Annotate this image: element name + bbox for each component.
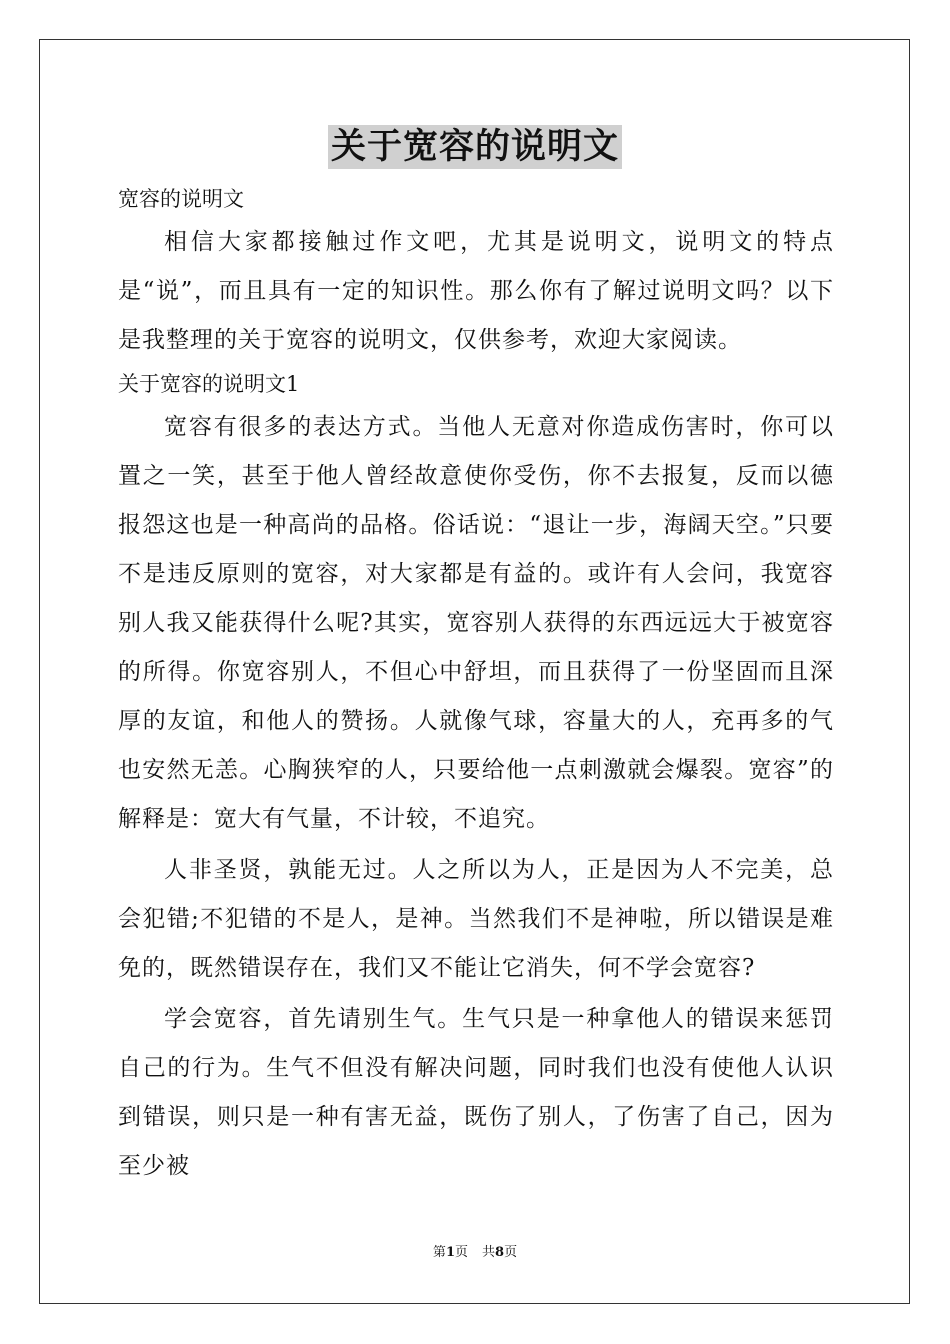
total-unit: 页 — [504, 1245, 518, 1260]
document-body — [118, 180, 834, 1191]
body-paragraph: 人非圣贤，孰能无过。人之所以为人，正是因为人不完美，总会犯错;不犯错的不是人，是神。当然我们不是神啦，所以错误是难免的，既然错误存在，我们又不能让它消失，何不学会宽容? — [118, 857, 834, 981]
body-paragraph: 学会宽容，首先请别生气。生气只是一种拿他人的错误来惩罚自己的行为。生气不但没有解决问题，同时我们也没有使他人认识到错误，则只是一种有害无益，既伤了别人，了伤害了自己，因为至少被 — [118, 1006, 834, 1179]
section-heading: 宽容的说明文 — [118, 187, 244, 211]
page-footer — [0, 1244, 950, 1262]
body-paragraph: 宽容有很多的表达方式。当他人无意对你造成伤害时，你可以置之一笑，甚至于他人曾经故意使你受伤，你不去报复，反而以德报怨这也是一种高尚的品格。俗话说：“退让一步，海阔天空。”只要不是违反原则的宽容，对大家都是有益的。或许有人会问，我宽容别人我又能获得什么呢?其实，宽容别人获得的东西远远大于被宽容的所得。你宽容别人，不但心中舒坦，而且获得了一份坚固而且深厚的友谊，和他人的赞扬。人就像气球，容量大的人，充再多的气也安然无恙。心胸狭窄的人，只要给他一点刺激就会爆裂。宽容”的解释是：宽大有气量，不计较，不追究。 — [118, 414, 834, 832]
total-page-number: 8 — [495, 1245, 505, 1260]
intro-paragraph: 相信大家都接触过作文吧，尤其是说明文，说明文的特点是“说”，而且具有一定的知识性。那么你有了解过说明文吗？以下是我整理的关于宽容的说明文，仅供参考，欢迎大家阅读。 — [118, 229, 834, 353]
current-page-number: 1 — [445, 1245, 455, 1260]
page-unit: 页 — [454, 1245, 468, 1260]
section-heading: 关于宽容的说明文1 — [118, 372, 300, 396]
title-container — [0, 125, 950, 169]
total-prefix: 共 — [482, 1245, 496, 1260]
page-prefix: 第 — [432, 1245, 446, 1260]
document-title: 关于宽容的说明文 — [328, 125, 622, 169]
